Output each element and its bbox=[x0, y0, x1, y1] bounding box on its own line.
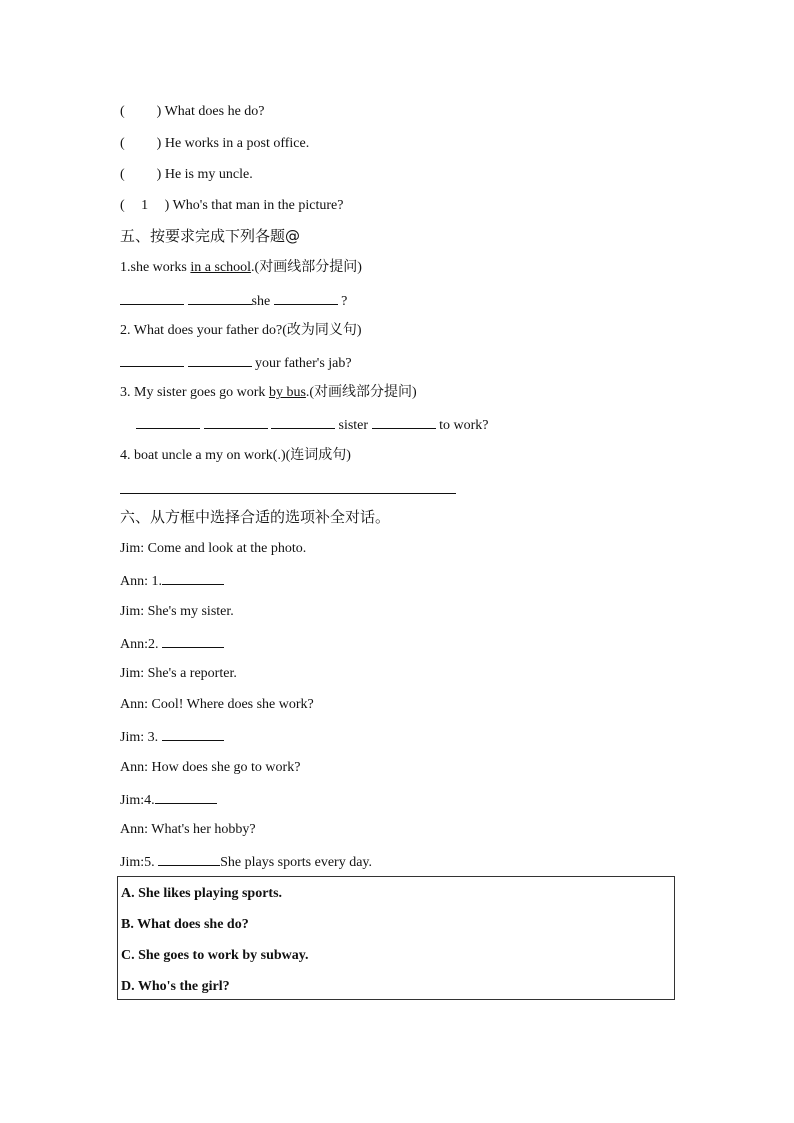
paren-open: ( bbox=[120, 104, 125, 119]
given-words: to work? bbox=[439, 418, 489, 433]
answer-blank[interactable] bbox=[372, 415, 436, 429]
dialogue-line: Ann: What's her hobby? bbox=[120, 822, 256, 837]
answer-blank[interactable] bbox=[274, 291, 338, 305]
dialogue-blank[interactable] bbox=[155, 790, 217, 804]
dialogue-line: Ann: Cool! Where does she work? bbox=[120, 697, 314, 712]
question-instruction: .(对画线部分提问) bbox=[305, 385, 417, 400]
answer-blank[interactable] bbox=[188, 291, 252, 305]
option-c: C. She goes to work by subway. bbox=[121, 948, 309, 963]
answer-line-1 bbox=[120, 291, 347, 311]
speaker-number: Jim:4. bbox=[120, 793, 155, 808]
dialogue-blank[interactable] bbox=[162, 727, 224, 741]
paren-open: ( bbox=[120, 136, 125, 151]
answer-blank[interactable] bbox=[120, 291, 184, 305]
given-word: sister bbox=[338, 418, 369, 433]
dialogue-line: Jim: She's a reporter. bbox=[120, 666, 237, 681]
order-answer[interactable]: 1 bbox=[141, 198, 149, 213]
option-a: A. She likes playing sports. bbox=[121, 886, 283, 901]
answer-blank[interactable] bbox=[136, 415, 200, 429]
dialogue-line bbox=[120, 571, 224, 591]
dialogue-line: Jim: She's my sister. bbox=[120, 604, 234, 619]
dialogue-line: Ann: How does she go to work? bbox=[120, 760, 301, 775]
question-text: 1.she works bbox=[120, 260, 191, 275]
order-sentence: He works in a post office. bbox=[164, 136, 310, 151]
order-row bbox=[120, 166, 253, 184]
order-sentence: Who's that man in the picture? bbox=[172, 198, 344, 213]
question-instruction: .(对画线部分提问) bbox=[251, 260, 362, 275]
dialogue-line: Jim: Come and look at the photo. bbox=[120, 541, 307, 556]
dialogue-text: She plays sports every day. bbox=[220, 855, 373, 870]
speaker-number: Jim:5. bbox=[120, 855, 159, 870]
dialogue-blank[interactable] bbox=[158, 852, 220, 866]
speaker-number: Ann: 1. bbox=[120, 574, 162, 589]
underlined-part: in a school bbox=[190, 260, 252, 275]
dialogue-blank[interactable] bbox=[162, 571, 224, 585]
underlined-part: by bus bbox=[268, 385, 306, 400]
answer-blank[interactable] bbox=[188, 353, 252, 367]
order-row bbox=[120, 135, 309, 153]
order-sentence: He is my uncle. bbox=[164, 167, 253, 182]
paren-close: ) bbox=[156, 104, 162, 119]
options-box bbox=[117, 876, 675, 1000]
paren-close: ) bbox=[164, 198, 170, 213]
answer-line-2 bbox=[120, 353, 352, 373]
order-sentence: What does he do? bbox=[164, 104, 265, 119]
section-heading-6: 六、从方框中选择合适的选项补全对话。 bbox=[120, 508, 391, 526]
answer-line-3 bbox=[136, 415, 488, 435]
dialogue-blank[interactable] bbox=[162, 634, 224, 648]
paren-open: ( bbox=[120, 198, 125, 213]
question-4: 4. boat uncle a my on work(.)(连词成句) bbox=[120, 448, 351, 463]
given-word: she bbox=[251, 294, 271, 309]
answer-line-4[interactable] bbox=[120, 493, 456, 494]
order-row bbox=[120, 103, 265, 121]
question-text: 3. My sister goes go work bbox=[120, 385, 269, 400]
given-words: your father's jab? bbox=[255, 356, 352, 371]
section-heading-5: 五、按要求完成下列各题@ bbox=[120, 227, 301, 245]
option-b: B. What does she do? bbox=[121, 917, 249, 932]
answer-blank[interactable] bbox=[204, 415, 268, 429]
question-1 bbox=[120, 259, 362, 277]
dialogue-line bbox=[120, 727, 224, 747]
question-2: 2. What does your father do?(改为同义句) bbox=[120, 323, 362, 338]
dialogue-line bbox=[120, 634, 224, 654]
speaker-number: Jim: 3. bbox=[120, 730, 162, 745]
dialogue-line bbox=[120, 852, 372, 872]
order-row bbox=[120, 197, 343, 215]
option-d: D. Who's the girl? bbox=[121, 979, 230, 994]
dialogue-line bbox=[120, 790, 217, 810]
answer-blank[interactable] bbox=[271, 415, 335, 429]
speaker-number: Ann:2. bbox=[120, 637, 162, 652]
paren-close: ) bbox=[156, 167, 162, 182]
question-3 bbox=[120, 384, 417, 402]
answer-blank[interactable] bbox=[120, 353, 184, 367]
question-mark: ? bbox=[341, 294, 348, 309]
paren-close: ) bbox=[156, 136, 162, 151]
paren-open: ( bbox=[120, 167, 125, 182]
